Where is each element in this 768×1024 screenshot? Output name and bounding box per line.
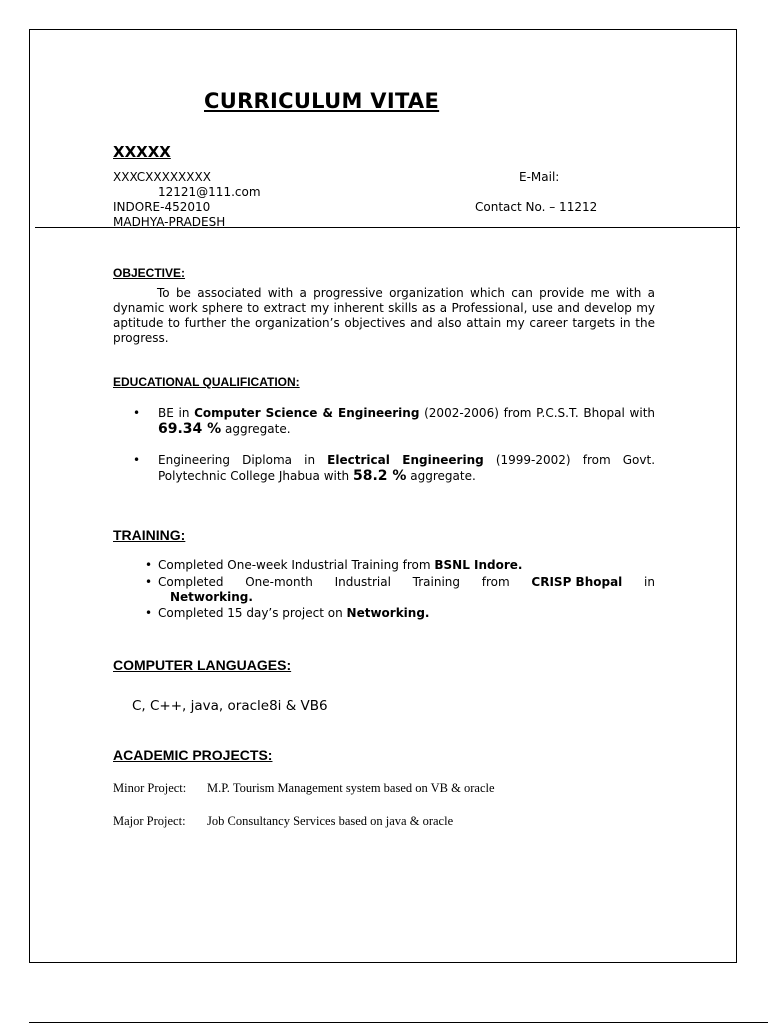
minor-project-label: Minor Project: [113,781,187,795]
languages-text: C, C++, java, oracle8i & VB6 [132,698,328,714]
bullet-icon: • [145,558,153,572]
training-heading: TRAINING: [113,527,186,543]
major-project-label: Major Project: [113,814,186,828]
address-line-2: INDORE-452010 [113,200,211,214]
bullet-icon: • [133,453,141,467]
address-line-3: MADHYA-PRADESH [113,215,226,229]
page-bottom-rule [29,1022,768,1023]
bullet-icon: • [145,575,153,589]
education-heading: EDUCATIONAL QUALIFICATION: [113,375,300,389]
objective-heading: OBJECTIVE: [113,266,186,280]
bullet-icon: • [133,406,141,420]
email-label: E-Mail: [519,170,560,184]
major-project-text: Job Consultancy Services based on java & oracle [207,814,454,828]
candidate-name: XXXXX [113,143,171,161]
document-title: CURRICULUM VITAE [204,89,440,113]
bullet-icon: • [145,606,153,620]
contact-number: Contact No. – 11212 [475,200,598,214]
minor-project-text: M.P. Tourism Management system based on VB & oracle [207,781,495,795]
address-line-1: XXXCXXXXXXXX [113,170,211,184]
email-value: 12121@111.com [158,185,261,199]
objective-text: To be associated with a progressive organization which can provide me with a dynamic work sphere to extract my inherent skills as a Professional, use and develop my aptitude to further the organization’s objectives and also attain my career targets in the progress. [113,286,655,345]
projects-heading: ACADEMIC PROJECTS: [113,747,273,763]
languages-heading: COMPUTER LANGUAGES: [113,657,292,673]
